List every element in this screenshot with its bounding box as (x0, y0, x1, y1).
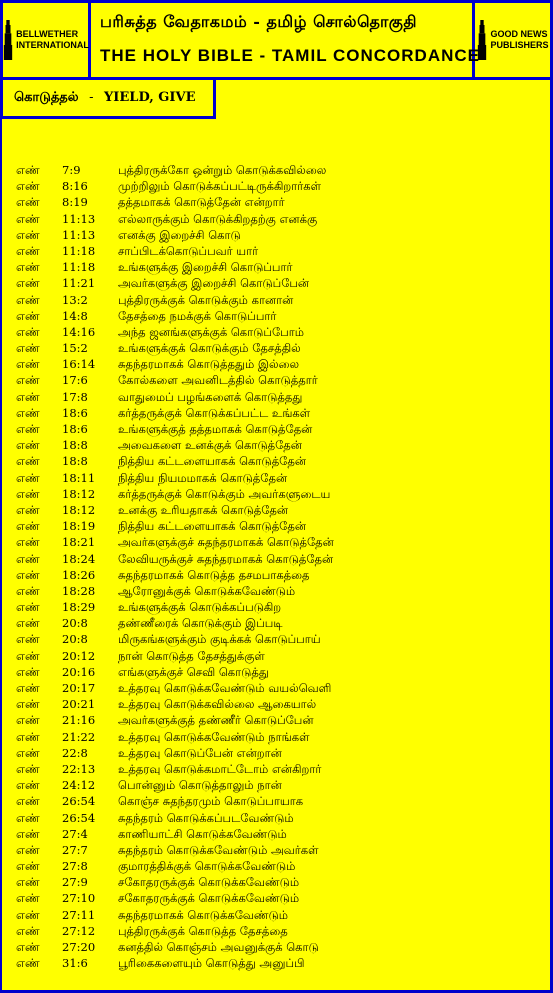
entry-book: எண் (16, 373, 40, 388)
list-item (0, 486, 553, 502)
entry-reference: 7:9 (62, 163, 81, 177)
entry-book: எண் (16, 341, 40, 356)
entry-reference: 18:6 (62, 405, 88, 420)
entry-book: எண் (16, 778, 40, 793)
entry-text: புத்திரருக்குக் கொடுக்கும் கானான் (118, 292, 294, 307)
list-item (0, 712, 553, 728)
bellwether-logo (6, 6, 89, 74)
entry-text: பூரிகைகளையும் கொடுத்து அனுப்பி (118, 956, 305, 971)
entry-book: எண் (16, 923, 40, 938)
entry-reference: 18:26 (62, 567, 96, 582)
entry-book: எண் (16, 826, 40, 841)
entry-reference: 26:54 (62, 794, 96, 809)
list-item (0, 664, 553, 680)
entry-reference: 13:2 (62, 292, 88, 307)
entry-reference: 11:21 (62, 276, 96, 291)
entry-book: எண் (16, 648, 40, 663)
entry-text: கர்த்தருக்குக் கொடுக்கும் அவர்களுடைய (118, 486, 331, 501)
entry-reference: 20:8 (62, 632, 88, 647)
right-divider (213, 77, 553, 80)
entry-text: காணியாட்சி கொடுக்கவேண்டும் (118, 826, 287, 841)
entry-text: உங்களுக்கு இறைச்சி கொடுப்பார் (118, 260, 293, 275)
entry-text: மிருகங்களுக்கும் குடிக்கக் கொடுப்பாய் (118, 632, 321, 647)
entry-text: அந்த ஜனங்களுக்குக் கொடுப்போம் (118, 324, 304, 339)
entry-reference: 22:8 (62, 745, 88, 760)
entry-book: எண் (16, 243, 40, 258)
entry-reference: 18:11 (62, 470, 96, 485)
entry-book: எண் (16, 519, 40, 534)
entry-text: நித்திய நியமமாகக் கொடுத்தேன் (118, 470, 288, 485)
entry-book: எண் (16, 308, 40, 323)
entry-text: கொஞ்ச சுதந்தரமும் கொடுப்பாயாக (118, 794, 304, 809)
entry-text: அவர்களுக்குத் தண்ணீர் கொடுப்பேன் (118, 713, 314, 728)
list-item (0, 907, 553, 923)
keyword-tamil: கொடுத்தல் (14, 90, 79, 105)
entry-book: எண் (16, 179, 40, 194)
entry-reference: 27:7 (62, 842, 88, 857)
entry-text: லேவியருக்குச் சுதந்தரமாகக் கொடுத்தேன் (118, 551, 334, 566)
entry-book: எண் (16, 211, 40, 226)
list-item (0, 648, 553, 664)
list-item (0, 680, 553, 696)
list-item (0, 405, 553, 421)
entry-book: எண் (16, 842, 40, 857)
entry-book: எண் (16, 389, 40, 404)
entry-book: எண் (16, 276, 40, 291)
entry-text: சுதந்தரமாகக் கொடுக்கவேண்டும் (118, 907, 289, 922)
entry-text: சுதந்தரமாகக் கொடுத்ததும் இல்லை (118, 357, 300, 372)
entry-text: சுதந்தரம் கொடுக்கப்படவேண்டும் (118, 810, 294, 825)
list-item (0, 615, 553, 631)
entry-text: அவர்களுக்குச் சுதந்தரமாகக் கொடுத்தேன் (118, 535, 334, 550)
entry-book: எண் (16, 761, 40, 776)
entry-text: நித்திய கட்டளையாகக் கொடுத்தேன் (118, 519, 306, 534)
entry-book: எண் (16, 227, 40, 242)
entry-text: உங்களுக்குக் கொடுக்கப்படுகிற (118, 600, 282, 615)
entry-text: உத்தரவு கொடுக்கமாட்டோம் என்கிறார் (118, 761, 322, 776)
list-item (0, 178, 553, 194)
entry-text: நித்திய கட்டளையாகக் கொடுத்தேன் (118, 454, 306, 469)
entry-book: எண் (16, 681, 40, 695)
entry-reference: 24:12 (62, 778, 96, 793)
entry-book: எண் (16, 600, 40, 615)
entry-book: எண் (16, 875, 40, 890)
list-item (0, 729, 553, 745)
entry-text: சுதந்தரமாகக் கொடுத்த தசமபாகத்தை (118, 567, 310, 582)
entry-reference: 18:24 (62, 551, 96, 566)
entry-reference: 16:14 (62, 357, 96, 372)
entry-reference: 26:54 (62, 810, 96, 825)
entry-book: எண் (16, 940, 40, 954)
list-item (0, 389, 553, 405)
entry-book: எண் (16, 324, 40, 339)
list-item (0, 502, 553, 518)
entry-text: வாதுமைப் பழங்களைக் கொடுத்தது (118, 389, 303, 404)
entry-book: எண் (16, 729, 40, 744)
entry-text: உங்களுக்குத் தத்தமாகக் கொடுத்தேன் (118, 422, 313, 436)
entry-text: சுதந்தரம் கொடுக்கவேண்டும் அவர்கள் (118, 842, 319, 857)
list-item (0, 437, 553, 453)
entry-reference: 18:21 (62, 535, 96, 550)
right-logo-line2: PUBLISHERS (490, 40, 549, 50)
entry-text: பொன்னும் கொடுத்தாலும் நான் (118, 778, 282, 793)
entry-text: புத்திரருக்கோ ஒன்றும் கொடுக்கவில்லை (118, 163, 327, 177)
list-item (0, 211, 553, 227)
entry-reference: 20:17 (62, 681, 96, 695)
list-item (0, 518, 553, 534)
list-item (0, 810, 553, 826)
list-item (0, 292, 553, 308)
title-tamil: பரிசுத்த வேதாகமம் - தமிழ் சொல்தொகுதி (100, 12, 418, 31)
list-item (0, 356, 553, 372)
entry-book: எண் (16, 292, 40, 307)
list-item (0, 470, 553, 486)
concordance-list (0, 162, 553, 971)
entry-book: எண் (16, 470, 40, 485)
entry-text: கோல்களை அவனிடத்தில் கொடுத்தார் (118, 373, 318, 388)
entry-reference: 18:29 (62, 600, 96, 615)
entry-reference: 20:12 (62, 648, 96, 663)
entry-book: எண் (16, 535, 40, 550)
list-item (0, 551, 553, 567)
entry-reference: 17:6 (62, 373, 88, 388)
entry-reference: 27:20 (62, 940, 96, 954)
entry-book: எண் (16, 745, 40, 760)
list-item (0, 793, 553, 809)
entry-text: எங்களுக்குச் செவி கொடுத்து (118, 664, 269, 679)
entry-reference: 18:12 (62, 502, 96, 517)
entry-reference: 18:12 (62, 486, 96, 501)
entry-text: உத்தரவு கொடுக்கவேண்டும் வயல்வெளி (118, 681, 332, 695)
entry-reference: 18:8 (62, 454, 88, 469)
entry-text: கனத்தில் கொஞ்சம் அவனுக்குக் கொடு (118, 940, 319, 954)
entry-reference: 20:8 (62, 616, 88, 631)
entry-text: எனக்கு இறைச்சி கொடு (118, 227, 241, 242)
entry-reference: 27:11 (62, 907, 96, 922)
entry-reference: 11:13 (62, 211, 96, 226)
entry-reference: 11:18 (62, 260, 96, 275)
list-item (0, 453, 553, 469)
good-news-logo (476, 6, 550, 74)
entry-text: எல்லாருக்கும் கொடுக்கிறதற்கு எனக்கு (118, 211, 318, 226)
list-item (0, 227, 553, 243)
entry-reference: 27:8 (62, 859, 88, 874)
entry-reference: 14:8 (62, 308, 88, 323)
entry-text: உத்தரவு கொடுக்கவில்லை ஆகையால் (118, 697, 317, 712)
list-item (0, 534, 553, 550)
entry-reference: 8:19 (62, 195, 88, 210)
left-logo-line2: INTERNATIONAL (16, 40, 89, 50)
entry-text: முற்றிலும் கொடுக்கப்பட்டிருக்கிறார்கள் (118, 179, 321, 194)
list-item (0, 324, 553, 340)
entry-book: எண் (16, 664, 40, 679)
entry-book: எண் (16, 616, 40, 631)
list-item (0, 858, 553, 874)
list-item (0, 745, 553, 761)
list-item (0, 340, 553, 356)
list-item (0, 890, 553, 906)
entry-text: குமாரத்திக்குக் கொடுக்கவேண்டும் (118, 859, 296, 874)
entry-book: எண் (16, 567, 40, 582)
entry-text: உங்களுக்குக் கொடுக்கும் தேசத்தில் (118, 341, 301, 356)
list-item (0, 696, 553, 712)
entry-text: உத்தரவு கொடுக்கவேண்டும் நாங்கள் (118, 729, 310, 744)
entry-book: எண் (16, 891, 40, 906)
entry-reference: 18:19 (62, 519, 96, 534)
entry-reference: 18:28 (62, 583, 96, 598)
entry-reference: 27:4 (62, 826, 88, 841)
entry-reference: 21:22 (62, 729, 96, 744)
left-logo-line1: BELLWETHER (16, 29, 79, 39)
entry-text: தண்ணீரைக் கொடுக்கும் இப்படி (118, 616, 283, 631)
entry-reference: 27:9 (62, 875, 88, 890)
entry-book: எண் (16, 713, 40, 728)
list-item (0, 923, 553, 939)
list-item (0, 259, 553, 275)
list-item (0, 874, 553, 890)
entry-book: எண் (16, 810, 40, 825)
entry-book: எண் (16, 794, 40, 809)
list-item (0, 162, 553, 178)
entry-reference: 8:16 (62, 179, 88, 194)
entry-book: எண் (16, 163, 40, 177)
entry-text: தேசத்தை நமக்குக் கொடுப்பார் (118, 308, 277, 323)
entry-text: சாப்பிடக்கொடுப்பவர் யார் (118, 243, 259, 258)
entry-reference: 20:16 (62, 664, 96, 679)
entry-book: எண் (16, 357, 40, 372)
title-english: THE HOLY BIBLE - TAMIL CONCORDANCE (100, 46, 480, 65)
entry-book: எண் (16, 859, 40, 874)
tower-icon (3, 17, 13, 63)
right-logo-line1: GOOD NEWS (490, 29, 548, 39)
entry-reference: 20:21 (62, 697, 96, 712)
entry-book: எண் (16, 422, 40, 436)
entry-reference: 27:10 (62, 891, 96, 906)
entry-text: ஆரோனுக்குக் கொடுக்கவேண்டும் (118, 583, 296, 598)
entry-book: எண் (16, 583, 40, 598)
list-item (0, 826, 553, 842)
entry-reference: 22:13 (62, 761, 96, 776)
list-item (0, 421, 553, 437)
entry-text: அவர்களுக்கு இறைச்சி கொடுப்பேன் (118, 276, 310, 291)
entry-reference: 11:18 (62, 243, 96, 258)
entry-reference: 11:13 (62, 227, 96, 242)
entry-reference: 27:12 (62, 923, 96, 938)
list-item (0, 243, 553, 259)
list-item (0, 842, 553, 858)
entry-text: அவைகளை உனக்குக் கொடுத்தேன் (118, 438, 302, 453)
entry-book: எண் (16, 486, 40, 501)
entry-text: புத்திரருக்குக் கொடுத்த தேசத்தை (118, 923, 288, 938)
list-item (0, 275, 553, 291)
entry-book: எண் (16, 405, 40, 420)
entry-reference: 14:16 (62, 324, 96, 339)
list-item (0, 194, 553, 210)
entry-book: எண் (16, 956, 40, 971)
list-item (0, 939, 553, 955)
entry-text: சகோதரருக்குக் கொடுக்கவேண்டும் (118, 891, 300, 906)
list-item (0, 599, 553, 615)
list-item (0, 761, 553, 777)
entry-text: நான் கொடுத்த தேசத்துக்குள் (118, 648, 265, 663)
entry-reference: 21:16 (62, 713, 96, 728)
entry-book: எண் (16, 502, 40, 517)
entry-text: கர்த்தருக்குக் கொடுக்கப்பட்ட உங்கள் (118, 405, 311, 420)
entry-book: எண் (16, 454, 40, 469)
list-item (0, 955, 553, 971)
list-item (0, 631, 553, 647)
entry-book: எண் (16, 438, 40, 453)
entry-book: எண் (16, 551, 40, 566)
list-item (0, 372, 553, 388)
entry-reference: 15:2 (62, 341, 88, 356)
keyword-dash: - (89, 90, 94, 105)
list-item (0, 308, 553, 324)
keyword-heading (14, 90, 195, 106)
entry-reference: 18:6 (62, 422, 88, 436)
entry-reference: 31:6 (62, 956, 88, 971)
list-item (0, 777, 553, 793)
entry-book: எண் (16, 697, 40, 712)
entry-reference: 18:8 (62, 438, 88, 453)
entry-text: உனக்கு உரியதாகக் கொடுத்தேன் (118, 502, 289, 517)
entry-text: சகோதரருக்குக் கொடுக்கவேண்டும் (118, 875, 300, 890)
list-item (0, 583, 553, 599)
entry-text: உத்தரவு கொடுப்பேன் என்றான் (118, 745, 282, 760)
entry-book: எண் (16, 907, 40, 922)
entry-reference: 17:8 (62, 389, 88, 404)
entry-text: தத்தமாகக் கொடுத்தேன் என்றார் (118, 195, 285, 210)
entry-book: எண் (16, 632, 40, 647)
list-item (0, 567, 553, 583)
keyword-english: YIELD, GIVE (104, 90, 196, 105)
entry-book: எண் (16, 195, 40, 210)
entry-book: எண் (16, 260, 40, 275)
